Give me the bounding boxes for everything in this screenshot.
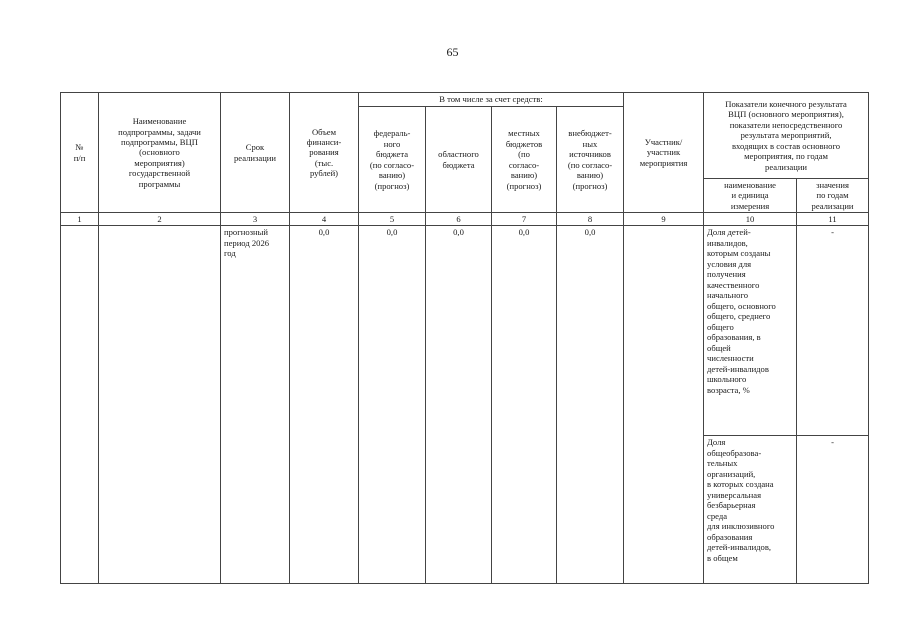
header-federal: федераль- ного бюджета (по согласо- ванию) (прогноз) [359, 107, 426, 213]
cell-participant [624, 226, 704, 584]
indicator-name: Доля общеобразова- тельных организаций, в которых создана универсальная безбарьерная среда для инклюзивного образования детей-инвалидов, в общем [704, 436, 797, 584]
cell-volume: 0,0 [290, 226, 359, 584]
cell-extrabudget: 0,0 [557, 226, 624, 584]
column-number: 1 [61, 213, 99, 226]
header-indicators-group: Показатели конечного результата ВЦП (основного мероприятия), показатели непосредственного результата мероприятий, входящих в состав основного мероприятия, по годам реализации [704, 93, 869, 179]
column-numbers-row [61, 213, 869, 226]
indicator-value: - [797, 436, 869, 584]
column-number: 7 [492, 213, 557, 226]
header-period: Срок реализации [221, 93, 290, 213]
indicator-name: Доля детей- инвалидов, которым созданы условия для получения качественного начального общего, основного общего, среднего общего образования, в общей численности детей-инвалидов школьного возраста, % [704, 226, 797, 436]
cell-local: 0,0 [492, 226, 557, 584]
column-number: 3 [221, 213, 290, 226]
cell-federal: 0,0 [359, 226, 426, 584]
cell-name [99, 226, 221, 584]
header-name: Наименование подпрограммы, задачи подпрограммы, ВЦП (основного мероприятия) государственной программы [99, 93, 221, 213]
page-number: 65 [446, 45, 459, 59]
column-number: 2 [99, 213, 221, 226]
header-local: местных бюджетов (по согласо- ванию) (прогноз) [492, 107, 557, 213]
column-number: 5 [359, 213, 426, 226]
cell-period: прогнозный период 2026 год [221, 226, 290, 584]
column-number: 10 [704, 213, 797, 226]
column-number: 9 [624, 213, 704, 226]
column-number: 11 [797, 213, 869, 226]
indicator-value: - [797, 226, 869, 436]
column-number: 8 [557, 213, 624, 226]
header-participant: Участник/ участник мероприятия [624, 93, 704, 213]
header-indicator-name: наименование и единица измерения [704, 179, 797, 213]
column-number: 4 [290, 213, 359, 226]
header-regional: областного бюджета [426, 107, 492, 213]
header-indicator-value: значения по годам реализации [797, 179, 869, 213]
header-volume: Объем финанси- рования (тыс. рублей) [290, 93, 359, 213]
table-row [61, 226, 869, 436]
cell-regional: 0,0 [426, 226, 492, 584]
header-extrabudget: внебюджет- ных источников (по согласо- ванию) (прогноз) [557, 107, 624, 213]
header-number: № п/п [61, 93, 99, 213]
cell-number [61, 226, 99, 584]
header-sources-group: В том числе за счет средств: [359, 93, 624, 107]
program-table [60, 92, 869, 584]
column-number: 6 [426, 213, 492, 226]
